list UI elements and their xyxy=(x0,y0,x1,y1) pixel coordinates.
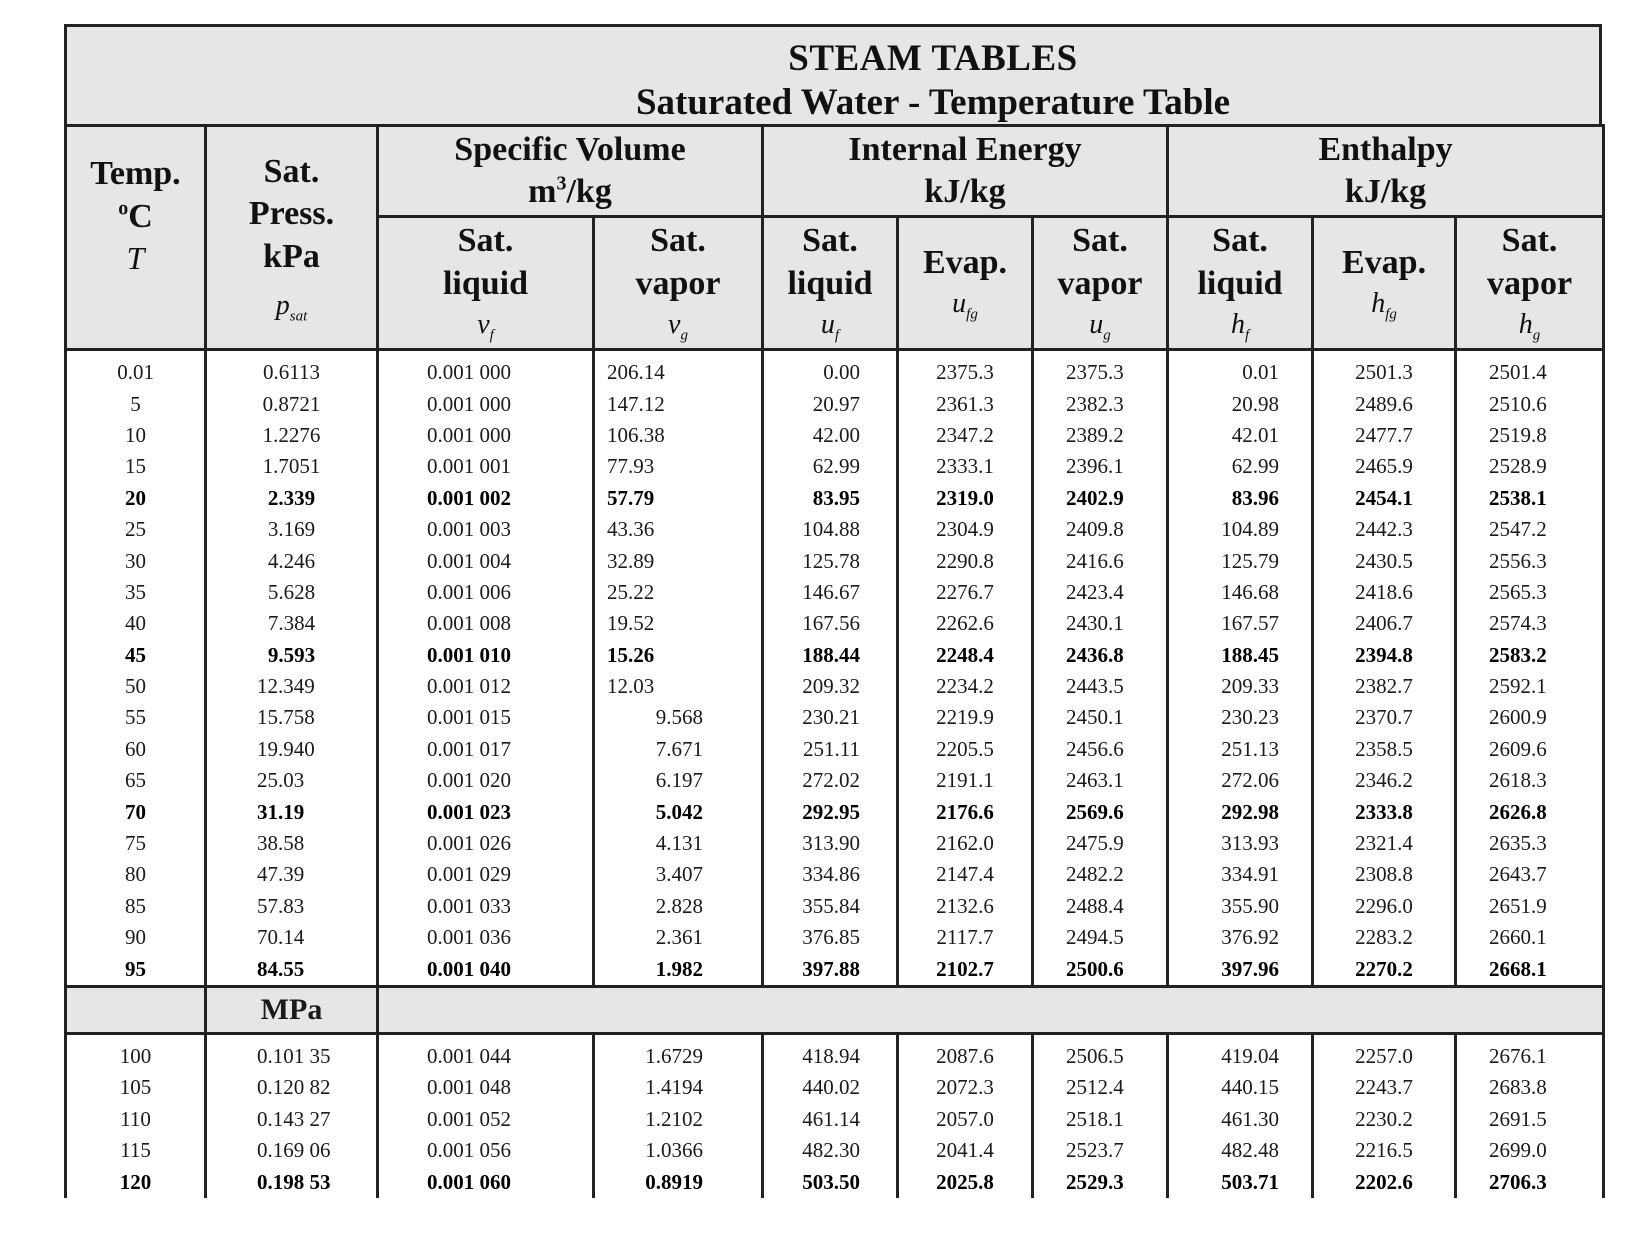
subheader-h-g: Sat. vapor $h_g$ xyxy=(1456,217,1604,350)
cell-vg: 1.982 xyxy=(594,953,763,986)
cell-uf: 62.99 xyxy=(763,451,898,482)
cell-ug: 2500.6 xyxy=(1033,953,1168,986)
cell-hg: 2510.6 xyxy=(1456,388,1604,419)
cell-vf: 0.001 060 xyxy=(378,1166,594,1197)
cell-vg: 206.14 xyxy=(594,350,763,389)
cell-hg: 2538.1 xyxy=(1456,483,1604,514)
cell-vg: 12.03 xyxy=(594,671,763,702)
cell-temperature: 105 xyxy=(66,1072,206,1103)
table-row xyxy=(66,796,1604,827)
cell-hf: 0.01 xyxy=(1168,350,1313,389)
cell-uf: 482.30 xyxy=(763,1135,898,1166)
cell-ug: 2396.1 xyxy=(1033,451,1168,482)
cell-ug: 2375.3 xyxy=(1033,350,1168,389)
cell-hfg: 2296.0 xyxy=(1313,891,1456,922)
unit-blank xyxy=(378,986,1604,1033)
cell-temperature: 65 xyxy=(66,765,206,796)
cell-uf: 334.86 xyxy=(763,859,898,890)
table-row xyxy=(66,514,1604,545)
cell-vf: 0.001 052 xyxy=(378,1104,594,1135)
cell-uf: 209.32 xyxy=(763,671,898,702)
table-row xyxy=(66,577,1604,608)
cell-vg: 4.131 xyxy=(594,828,763,859)
cell-temperature: 60 xyxy=(66,734,206,765)
table-row xyxy=(66,671,1604,702)
cell-temperature: 30 xyxy=(66,545,206,576)
cell-vf: 0.001 036 xyxy=(378,922,594,953)
cell-hg: 2699.0 xyxy=(1456,1135,1604,1166)
cell-ufg: 2234.2 xyxy=(898,671,1033,702)
cell-uf: 503.50 xyxy=(763,1166,898,1197)
cell-ufg: 2276.7 xyxy=(898,577,1033,608)
cell-sat-pressure: 0.169 06 xyxy=(206,1135,378,1166)
cell-temperature: 90 xyxy=(66,922,206,953)
table-row xyxy=(66,702,1604,733)
cell-temperature: 45 xyxy=(66,640,206,671)
cell-ufg: 2191.1 xyxy=(898,765,1033,796)
cell-vf: 0.001 029 xyxy=(378,859,594,890)
cell-vf: 0.001 002 xyxy=(378,483,594,514)
cell-sat-pressure: 1.2276 xyxy=(206,420,378,451)
cell-ufg: 2319.0 xyxy=(898,483,1033,514)
cell-sat-pressure: 47.39 xyxy=(206,859,378,890)
cell-sat-pressure: 12.349 xyxy=(206,671,378,702)
cell-ufg: 2347.2 xyxy=(898,420,1033,451)
cell-vg: 5.042 xyxy=(594,796,763,827)
cell-ug: 2512.4 xyxy=(1033,1072,1168,1103)
cell-hfg: 2308.8 xyxy=(1313,859,1456,890)
table-row xyxy=(66,608,1604,639)
cell-hg: 2600.9 xyxy=(1456,702,1604,733)
table-row xyxy=(66,420,1604,451)
table-row xyxy=(66,859,1604,890)
cell-sat-pressure: 25.03 xyxy=(206,765,378,796)
cell-ufg: 2147.4 xyxy=(898,859,1033,890)
cell-vf: 0.001 033 xyxy=(378,891,594,922)
cell-hfg: 2454.1 xyxy=(1313,483,1456,514)
cell-vf: 0.001 004 xyxy=(378,545,594,576)
cell-vg: 3.407 xyxy=(594,859,763,890)
cell-hg: 2626.8 xyxy=(1456,796,1604,827)
cell-ufg: 2072.3 xyxy=(898,1072,1033,1103)
cell-ufg: 2025.8 xyxy=(898,1166,1033,1197)
cell-temperature: 80 xyxy=(66,859,206,890)
cell-ug: 2450.1 xyxy=(1033,702,1168,733)
cell-hf: 188.45 xyxy=(1168,640,1313,671)
saturated-water-table xyxy=(64,124,1605,1198)
cell-hf: 146.68 xyxy=(1168,577,1313,608)
cell-ug: 2389.2 xyxy=(1033,420,1168,451)
cell-vg: 2.828 xyxy=(594,891,763,922)
table-row xyxy=(66,828,1604,859)
cell-hg: 2583.2 xyxy=(1456,640,1604,671)
subheader-u-g: Sat. vapor $u_g$ xyxy=(1033,217,1168,350)
table-row xyxy=(66,1166,1604,1197)
table-row xyxy=(66,1033,1604,1072)
cell-vf: 0.001 026 xyxy=(378,828,594,859)
cell-hfg: 2394.8 xyxy=(1313,640,1456,671)
cell-vf: 0.001 056 xyxy=(378,1135,594,1166)
cell-sat-pressure: 0.198 53 xyxy=(206,1166,378,1197)
cell-vg: 1.2102 xyxy=(594,1104,763,1135)
cell-hfg: 2321.4 xyxy=(1313,828,1456,859)
cell-sat-pressure: 3.169 xyxy=(206,514,378,545)
cell-sat-pressure: 84.55 xyxy=(206,953,378,986)
cell-sat-pressure: 9.593 xyxy=(206,640,378,671)
cell-vg: 43.36 xyxy=(594,514,763,545)
cell-uf: 418.94 xyxy=(763,1033,898,1072)
cell-vg: 1.4194 xyxy=(594,1072,763,1103)
header-internal-energy: Internal Energy kJ/kg xyxy=(763,126,1168,217)
cell-uf: 230.21 xyxy=(763,702,898,733)
cell-vf: 0.001 015 xyxy=(378,702,594,733)
cell-hf: 125.79 xyxy=(1168,545,1313,576)
cell-sat-pressure: 4.246 xyxy=(206,545,378,576)
cell-hfg: 2358.5 xyxy=(1313,734,1456,765)
cell-hfg: 2465.9 xyxy=(1313,451,1456,482)
cell-vf: 0.001 000 xyxy=(378,388,594,419)
subheader-u-fg: Evap. $u_{fg}$ xyxy=(898,217,1033,350)
cell-vg: 15.26 xyxy=(594,640,763,671)
subheader-v-g: Sat. vapor $v_g$ xyxy=(594,217,763,350)
cell-hf: 62.99 xyxy=(1168,451,1313,482)
cell-ug: 2475.9 xyxy=(1033,828,1168,859)
cell-ufg: 2248.4 xyxy=(898,640,1033,671)
cell-vf: 0.001 000 xyxy=(378,420,594,451)
table-row xyxy=(66,640,1604,671)
table-row xyxy=(66,388,1604,419)
cell-ufg: 2132.6 xyxy=(898,891,1033,922)
cell-sat-pressure: 31.19 xyxy=(206,796,378,827)
cell-hfg: 2382.7 xyxy=(1313,671,1456,702)
cell-ufg: 2087.6 xyxy=(898,1033,1033,1072)
cell-vg: 6.197 xyxy=(594,765,763,796)
cell-uf: 125.78 xyxy=(763,545,898,576)
cell-vf: 0.001 010 xyxy=(378,640,594,671)
cell-vg: 106.38 xyxy=(594,420,763,451)
cell-ufg: 2117.7 xyxy=(898,922,1033,953)
cell-vf: 0.001 020 xyxy=(378,765,594,796)
subheader-h-fg: Evap. $h_{fg}$ xyxy=(1313,217,1456,350)
cell-hf: 104.89 xyxy=(1168,514,1313,545)
cell-hg: 2547.2 xyxy=(1456,514,1604,545)
cell-ufg: 2304.9 xyxy=(898,514,1033,545)
cell-uf: 0.00 xyxy=(763,350,898,389)
cell-ufg: 2041.4 xyxy=(898,1135,1033,1166)
cell-ufg: 2375.3 xyxy=(898,350,1033,389)
cell-ufg: 2262.6 xyxy=(898,608,1033,639)
cell-hg: 2528.9 xyxy=(1456,451,1604,482)
unit-label-mpa: MPa xyxy=(206,986,378,1033)
cell-temperature: 35 xyxy=(66,577,206,608)
cell-hg: 2691.5 xyxy=(1456,1104,1604,1135)
cell-sat-pressure: 5.628 xyxy=(206,577,378,608)
cell-sat-pressure: 0.120 82 xyxy=(206,1072,378,1103)
cell-hfg: 2346.2 xyxy=(1313,765,1456,796)
cell-temperature: 25 xyxy=(66,514,206,545)
cell-hg: 2676.1 xyxy=(1456,1033,1604,1072)
cell-sat-pressure: 2.339 xyxy=(206,483,378,514)
cell-vg: 1.6729 xyxy=(594,1033,763,1072)
unit-separator-row xyxy=(66,986,1604,1033)
cell-vf: 0.001 040 xyxy=(378,953,594,986)
cell-ufg: 2333.1 xyxy=(898,451,1033,482)
cell-hf: 272.06 xyxy=(1168,765,1313,796)
cell-hf: 419.04 xyxy=(1168,1033,1313,1072)
cell-hg: 2501.4 xyxy=(1456,350,1604,389)
header-specific-volume: Specific Volume $m^3/kg$ xyxy=(378,126,763,217)
cell-hf: 209.33 xyxy=(1168,671,1313,702)
cell-uf: 313.90 xyxy=(763,828,898,859)
cell-ug: 2409.8 xyxy=(1033,514,1168,545)
cell-vf: 0.001 003 xyxy=(378,514,594,545)
cell-hg: 2706.3 xyxy=(1456,1166,1604,1197)
cell-hfg: 2243.7 xyxy=(1313,1072,1456,1103)
subheader-h-f: Sat. liquid $h_f$ xyxy=(1168,217,1313,350)
cell-vf: 0.001 044 xyxy=(378,1033,594,1072)
title-banner xyxy=(64,24,1602,124)
cell-hf: 440.15 xyxy=(1168,1072,1313,1103)
cell-hg: 2643.7 xyxy=(1456,859,1604,890)
cell-ufg: 2102.7 xyxy=(898,953,1033,986)
cell-hfg: 2477.7 xyxy=(1313,420,1456,451)
cell-hf: 355.90 xyxy=(1168,891,1313,922)
cell-ufg: 2219.9 xyxy=(898,702,1033,733)
cell-sat-pressure: 70.14 xyxy=(206,922,378,953)
cell-ufg: 2176.6 xyxy=(898,796,1033,827)
cell-hf: 461.30 xyxy=(1168,1104,1313,1135)
cell-hg: 2660.1 xyxy=(1456,922,1604,953)
cell-ufg: 2205.5 xyxy=(898,734,1033,765)
table-title: STEAM TABLES xyxy=(788,38,1078,79)
table-row xyxy=(66,451,1604,482)
cell-ug: 2482.2 xyxy=(1033,859,1168,890)
cell-hfg: 2430.5 xyxy=(1313,545,1456,576)
table-row xyxy=(66,1135,1604,1166)
cell-vg: 19.52 xyxy=(594,608,763,639)
cell-hg: 2635.3 xyxy=(1456,828,1604,859)
cell-hg: 2556.3 xyxy=(1456,545,1604,576)
cell-temperature: 15 xyxy=(66,451,206,482)
cell-vf: 0.001 012 xyxy=(378,671,594,702)
cell-ug: 2523.7 xyxy=(1033,1135,1168,1166)
table-row xyxy=(66,483,1604,514)
cell-ug: 2463.1 xyxy=(1033,765,1168,796)
cell-hf: 42.01 xyxy=(1168,420,1313,451)
cell-vf: 0.001 048 xyxy=(378,1072,594,1103)
cell-temperature: 5 xyxy=(66,388,206,419)
cell-ug: 2430.1 xyxy=(1033,608,1168,639)
table-row xyxy=(66,1072,1604,1103)
cell-temperature: 95 xyxy=(66,953,206,986)
cell-ug: 2416.6 xyxy=(1033,545,1168,576)
cell-hf: 251.13 xyxy=(1168,734,1313,765)
cell-hf: 503.71 xyxy=(1168,1166,1313,1197)
cell-uf: 397.88 xyxy=(763,953,898,986)
cell-vg: 9.568 xyxy=(594,702,763,733)
cell-hfg: 2406.7 xyxy=(1313,608,1456,639)
cell-uf: 376.85 xyxy=(763,922,898,953)
cell-hf: 482.48 xyxy=(1168,1135,1313,1166)
cell-uf: 188.44 xyxy=(763,640,898,671)
cell-hfg: 2370.7 xyxy=(1313,702,1456,733)
cell-uf: 272.02 xyxy=(763,765,898,796)
cell-ug: 2488.4 xyxy=(1033,891,1168,922)
cell-hfg: 2442.3 xyxy=(1313,514,1456,545)
cell-vf: 0.001 008 xyxy=(378,608,594,639)
cell-hfg: 2501.3 xyxy=(1313,350,1456,389)
table-row xyxy=(66,350,1604,389)
cell-vf: 0.001 001 xyxy=(378,451,594,482)
cell-sat-pressure: 0.6113 xyxy=(206,350,378,389)
cell-sat-pressure: 57.83 xyxy=(206,891,378,922)
cell-hf: 20.98 xyxy=(1168,388,1313,419)
cell-sat-pressure: 0.101 35 xyxy=(206,1033,378,1072)
table-row xyxy=(66,734,1604,765)
cell-temperature: 20 xyxy=(66,483,206,514)
cell-sat-pressure: 7.384 xyxy=(206,608,378,639)
header-enthalpy: Enthalpy kJ/kg xyxy=(1168,126,1604,217)
cell-ug: 2569.6 xyxy=(1033,796,1168,827)
cell-hfg: 2202.6 xyxy=(1313,1166,1456,1197)
cell-hfg: 2283.2 xyxy=(1313,922,1456,953)
cell-hg: 2592.1 xyxy=(1456,671,1604,702)
cell-ug: 2518.1 xyxy=(1033,1104,1168,1135)
cell-uf: 20.97 xyxy=(763,388,898,419)
cell-uf: 251.11 xyxy=(763,734,898,765)
cell-hfg: 2230.2 xyxy=(1313,1104,1456,1135)
cell-ug: 2436.8 xyxy=(1033,640,1168,671)
cell-hf: 83.96 xyxy=(1168,483,1313,514)
cell-uf: 461.14 xyxy=(763,1104,898,1135)
cell-sat-pressure: 19.940 xyxy=(206,734,378,765)
cell-temperature: 120 xyxy=(66,1166,206,1197)
cell-temperature: 50 xyxy=(66,671,206,702)
subheader-v-f: Sat. liquid $v_f$ xyxy=(378,217,594,350)
cell-uf: 146.67 xyxy=(763,577,898,608)
cell-hf: 292.98 xyxy=(1168,796,1313,827)
cell-vg: 77.93 xyxy=(594,451,763,482)
cell-ufg: 2361.3 xyxy=(898,388,1033,419)
cell-hfg: 2489.6 xyxy=(1313,388,1456,419)
cell-hg: 2618.3 xyxy=(1456,765,1604,796)
cell-sat-pressure: 0.8721 xyxy=(206,388,378,419)
cell-vf: 0.001 017 xyxy=(378,734,594,765)
cell-ug: 2529.3 xyxy=(1033,1166,1168,1197)
table-subtitle: Saturated Water - Temperature Table xyxy=(635,82,1231,123)
cell-uf: 292.95 xyxy=(763,796,898,827)
cell-temperature: 85 xyxy=(66,891,206,922)
header-temperature: Temp. $^o$C T xyxy=(66,126,206,350)
cell-temperature: 55 xyxy=(66,702,206,733)
cell-hg: 2683.8 xyxy=(1456,1072,1604,1103)
cell-hf: 230.23 xyxy=(1168,702,1313,733)
cell-hfg: 2257.0 xyxy=(1313,1033,1456,1072)
table-row xyxy=(66,891,1604,922)
cell-hf: 313.93 xyxy=(1168,828,1313,859)
cell-hg: 2519.8 xyxy=(1456,420,1604,451)
cell-uf: 42.00 xyxy=(763,420,898,451)
cell-hf: 397.96 xyxy=(1168,953,1313,986)
cell-hf: 334.91 xyxy=(1168,859,1313,890)
cell-vf: 0.001 000 xyxy=(378,350,594,389)
cell-hfg: 2418.6 xyxy=(1313,577,1456,608)
cell-ufg: 2057.0 xyxy=(898,1104,1033,1135)
cell-sat-pressure: 1.7051 xyxy=(206,451,378,482)
cell-sat-pressure: 0.143 27 xyxy=(206,1104,378,1135)
cell-vg: 147.12 xyxy=(594,388,763,419)
cell-uf: 440.02 xyxy=(763,1072,898,1103)
cell-vg: 2.361 xyxy=(594,922,763,953)
cell-ug: 2506.5 xyxy=(1033,1033,1168,1072)
cell-hg: 2609.6 xyxy=(1456,734,1604,765)
cell-ug: 2494.5 xyxy=(1033,922,1168,953)
cell-hg: 2574.3 xyxy=(1456,608,1604,639)
cell-hg: 2651.9 xyxy=(1456,891,1604,922)
cell-uf: 167.56 xyxy=(763,608,898,639)
cell-hg: 2668.1 xyxy=(1456,953,1604,986)
cell-ufg: 2290.8 xyxy=(898,545,1033,576)
cell-vg: 0.8919 xyxy=(594,1166,763,1197)
cell-hf: 167.57 xyxy=(1168,608,1313,639)
cell-uf: 83.95 xyxy=(763,483,898,514)
cell-sat-pressure: 15.758 xyxy=(206,702,378,733)
cell-uf: 104.88 xyxy=(763,514,898,545)
cell-temperature: 100 xyxy=(66,1033,206,1072)
cell-sat-pressure: 38.58 xyxy=(206,828,378,859)
cell-temperature: 0.01 xyxy=(66,350,206,389)
cell-ug: 2402.9 xyxy=(1033,483,1168,514)
cell-vg: 32.89 xyxy=(594,545,763,576)
cell-ug: 2443.5 xyxy=(1033,671,1168,702)
cell-temperature: 115 xyxy=(66,1135,206,1166)
header-saturation-pressure: Sat. Press. kPa $p_{sat}$ xyxy=(206,126,378,350)
cell-ug: 2382.3 xyxy=(1033,388,1168,419)
cell-temperature: 110 xyxy=(66,1104,206,1135)
cell-ug: 2456.6 xyxy=(1033,734,1168,765)
table-row xyxy=(66,545,1604,576)
subheader-u-f: Sat. liquid $u_f$ xyxy=(763,217,898,350)
cell-ufg: 2162.0 xyxy=(898,828,1033,859)
cell-vg: 1.0366 xyxy=(594,1135,763,1166)
cell-temperature: 70 xyxy=(66,796,206,827)
cell-temperature: 10 xyxy=(66,420,206,451)
table-row xyxy=(66,1104,1604,1135)
cell-uf: 355.84 xyxy=(763,891,898,922)
cell-vf: 0.001 023 xyxy=(378,796,594,827)
table-row xyxy=(66,765,1604,796)
cell-vf: 0.001 006 xyxy=(378,577,594,608)
cell-temperature: 75 xyxy=(66,828,206,859)
cell-vg: 25.22 xyxy=(594,577,763,608)
cell-hf: 376.92 xyxy=(1168,922,1313,953)
cell-ug: 2423.4 xyxy=(1033,577,1168,608)
unit-blank xyxy=(66,986,206,1033)
cell-hfg: 2333.8 xyxy=(1313,796,1456,827)
table-row xyxy=(66,922,1604,953)
cell-hfg: 2270.2 xyxy=(1313,953,1456,986)
cell-hfg: 2216.5 xyxy=(1313,1135,1456,1166)
cell-vg: 7.671 xyxy=(594,734,763,765)
cell-vg: 57.79 xyxy=(594,483,763,514)
cell-temperature: 40 xyxy=(66,608,206,639)
cell-hg: 2565.3 xyxy=(1456,577,1604,608)
table-row xyxy=(66,953,1604,986)
